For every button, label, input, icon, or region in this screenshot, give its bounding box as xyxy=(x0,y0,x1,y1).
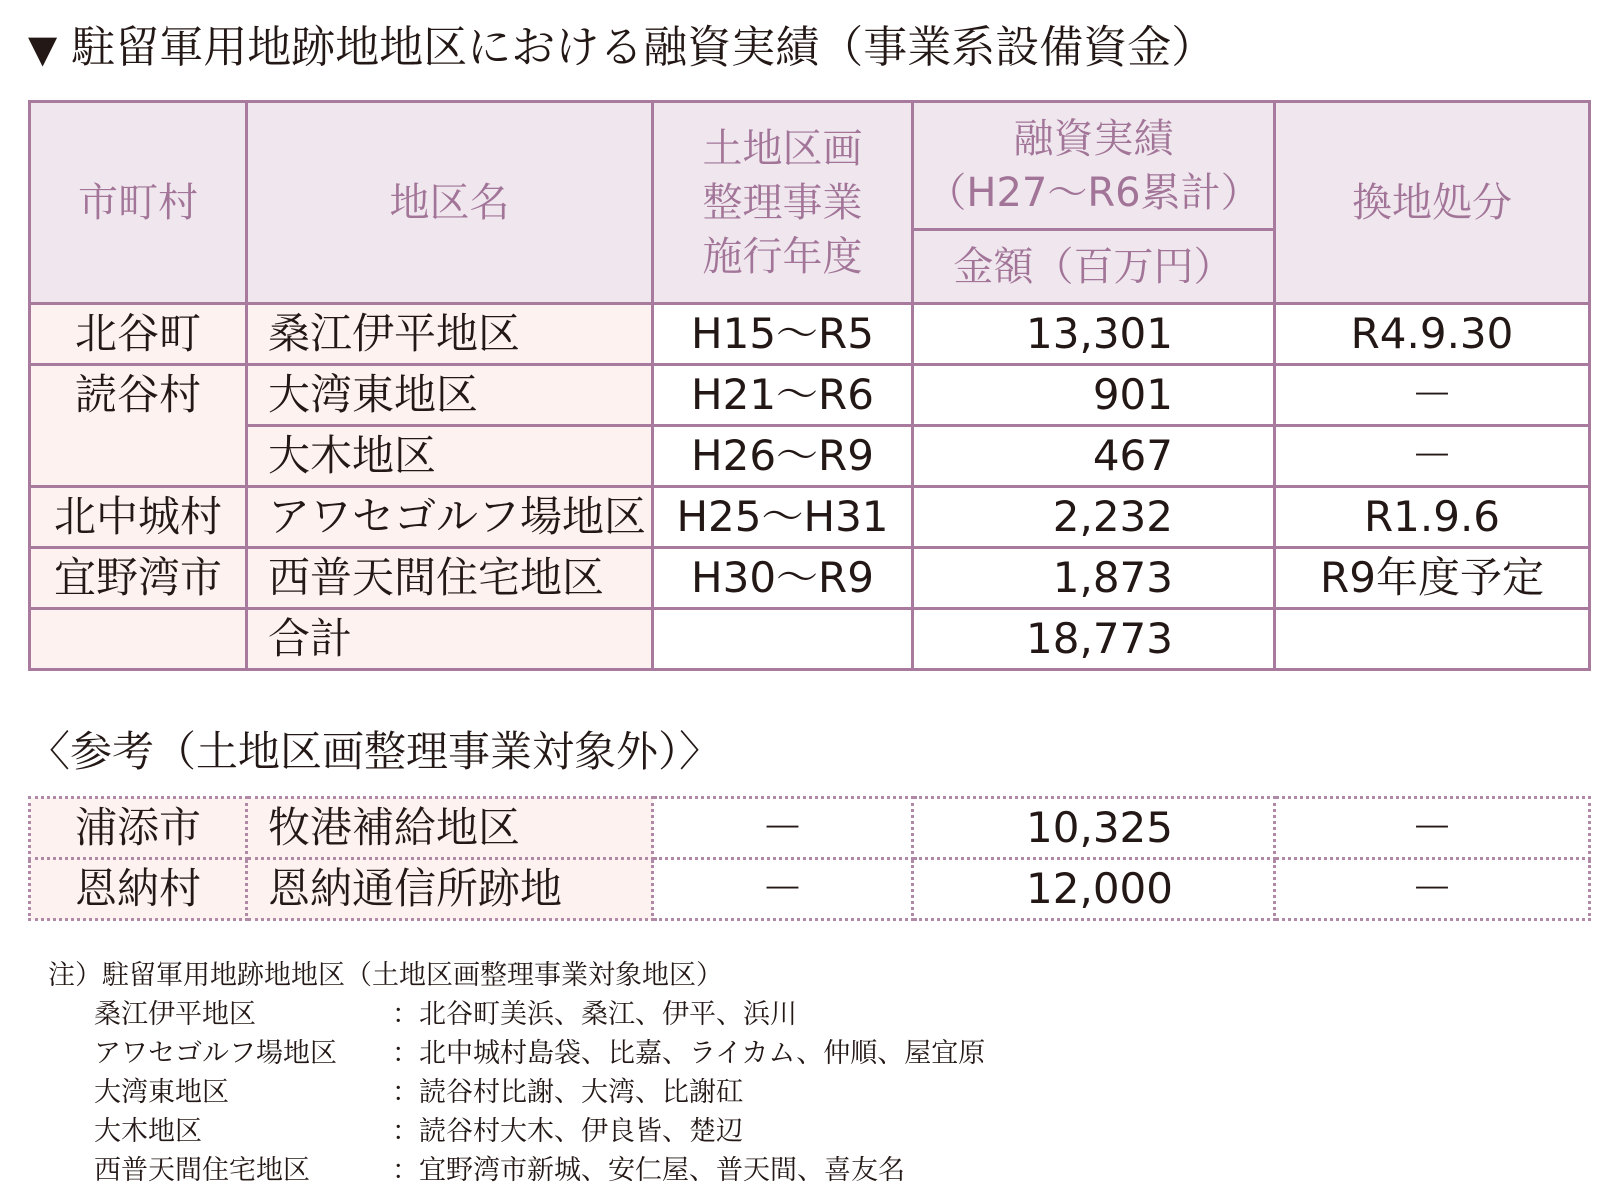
notes xyxy=(48,956,985,1190)
note-item xyxy=(48,995,985,1034)
replotting-cell: R9年度予定 xyxy=(1275,548,1590,609)
table-row xyxy=(30,548,1590,609)
table-row xyxy=(30,487,1590,548)
triangle-down-icon: ▼ xyxy=(28,27,58,71)
note-district-areas: ：宜野湾市新城、安仁屋、普天間、喜友名 xyxy=(392,1155,905,1186)
header-year: 土地区画 整理事業 施行年度 xyxy=(653,102,913,304)
municipality-cell: 宜野湾市 xyxy=(30,548,247,609)
header-amount: 金額（百万円） xyxy=(913,230,1275,304)
replotting-cell: R1.9.6 xyxy=(1275,487,1590,548)
municipality-cell: 読谷村 xyxy=(30,365,247,487)
note-district-areas: ：北中城村島袋、比嘉、ライカム、仲順、屋宜原 xyxy=(392,1038,986,1069)
table-row xyxy=(30,426,1590,487)
replotting-cell: － xyxy=(1275,426,1590,487)
replotting-cell xyxy=(1275,609,1590,670)
municipality-cell: 北中城村 xyxy=(30,487,247,548)
note-district-name: 大湾東地区 xyxy=(94,1077,229,1108)
district-cell: 牧港補給地区 xyxy=(247,798,653,859)
reference-heading: 〈参考（土地区画整理事業対象外）〉 xyxy=(28,727,722,776)
note-item xyxy=(48,1073,985,1112)
amount-cell: 901 xyxy=(913,365,1275,426)
header-municipality: 市町村 xyxy=(30,102,247,304)
amount-cell: 10,325 xyxy=(913,798,1275,859)
note-item xyxy=(48,1151,985,1190)
municipality-cell: 浦添市 xyxy=(30,798,247,859)
table-row xyxy=(30,304,1590,365)
replotting-cell: R4.9.30 xyxy=(1275,304,1590,365)
district-cell: 大木地区 xyxy=(247,426,653,487)
amount-cell: 13,301 xyxy=(913,304,1275,365)
page-title-text: 駐留軍用地跡地地区における融資実績（事業系設備資金） xyxy=(71,22,1216,73)
table-row xyxy=(30,365,1590,426)
loan-results-table xyxy=(28,100,1591,671)
year-cell: H15～R5 xyxy=(653,304,913,365)
note-district-areas: ：北谷町美浜、桑江、伊平、浜川 xyxy=(392,999,797,1030)
district-cell: 桑江伊平地区 xyxy=(247,304,653,365)
district-cell: アワセゴルフ場地区 xyxy=(247,487,653,548)
note-district-name: アワセゴルフ場地区 xyxy=(94,1038,337,1069)
note-district-name: 桑江伊平地区 xyxy=(94,999,256,1030)
amount-cell: 12,000 xyxy=(913,859,1275,920)
municipality-cell xyxy=(30,609,247,670)
year-cell: － xyxy=(653,859,913,920)
table-row xyxy=(30,859,1590,920)
note-district-areas: ：読谷村大木、伊良皆、楚辺 xyxy=(392,1116,743,1147)
header-replotting: 換地処分 xyxy=(1275,102,1590,304)
note-item xyxy=(48,1034,985,1073)
notes-heading: 注）駐留軍用地跡地地区（土地区画整理事業対象地区） xyxy=(48,960,723,991)
year-cell: H21～R6 xyxy=(653,365,913,426)
note-item xyxy=(48,1112,985,1151)
amount-cell: 1,873 xyxy=(913,548,1275,609)
note-district-areas: ：読谷村比謝、大湾、比謝矼 xyxy=(392,1077,743,1108)
district-cell: 大湾東地区 xyxy=(247,365,653,426)
replotting-cell: － xyxy=(1275,365,1590,426)
reference-table xyxy=(28,796,1591,921)
district-cell: 西普天間住宅地区 xyxy=(247,548,653,609)
total-label: 合計 xyxy=(247,609,653,670)
amount-cell: 467 xyxy=(913,426,1275,487)
year-cell: H25～H31 xyxy=(653,487,913,548)
replotting-cell: － xyxy=(1275,859,1590,920)
note-district-name: 大木地区 xyxy=(94,1116,202,1147)
table-header xyxy=(30,102,1590,304)
year-cell: H30～R9 xyxy=(653,548,913,609)
note-district-name: 西普天間住宅地区 xyxy=(94,1155,310,1186)
header-loan-results: 融資実績 （H27～R6累計） xyxy=(913,102,1275,230)
amount-cell: 2,232 xyxy=(913,487,1275,548)
municipality-cell: 恩納村 xyxy=(30,859,247,920)
year-cell xyxy=(653,609,913,670)
table-row xyxy=(30,798,1590,859)
municipality-cell: 北谷町 xyxy=(30,304,247,365)
year-cell: H26～R9 xyxy=(653,426,913,487)
replotting-cell: － xyxy=(1275,798,1590,859)
total-row xyxy=(30,609,1590,670)
page-title xyxy=(28,18,1215,79)
year-cell: － xyxy=(653,798,913,859)
total-amount: 18,773 xyxy=(913,609,1275,670)
header-district: 地区名 xyxy=(247,102,653,304)
district-cell: 恩納通信所跡地 xyxy=(247,859,653,920)
